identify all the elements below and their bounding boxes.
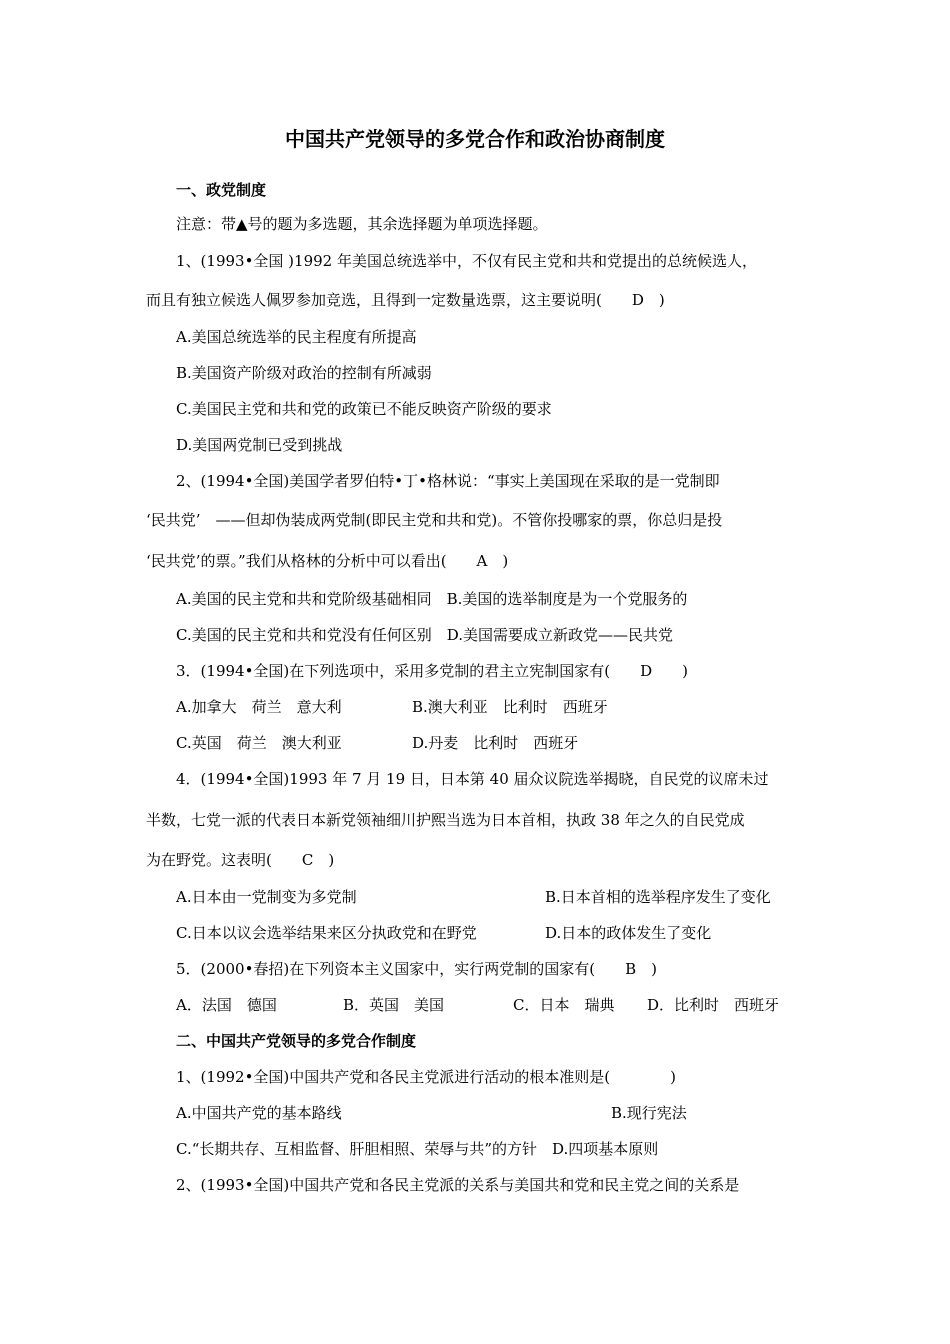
note-text: 注意：带▲号的题为多选题，其余选择题为单项选择题。: [176, 215, 548, 233]
question-4-line-3: 为在野党。这表明( C ): [146, 851, 335, 869]
question-4-option-d: D.日本的政体发生了变化: [545, 924, 712, 942]
question-3-option-d: D.丹麦 比利时 西班牙: [412, 734, 579, 752]
question-1-option-c: C.美国民主党和共和党的政策已不能反映资产阶级的要求: [176, 400, 552, 418]
question-5-line-1: 5．(2000•春招)在下列资本主义国家中，实行两党制的国家有( B ): [176, 960, 657, 978]
section-heading-2: 二、中国共产党领导的多党合作制度: [176, 1032, 417, 1050]
section-2-question-2-line-1: 2、(1993•全国)中国共产党和各民主党派的关系与美国共和党和民主党之间的关系是: [176, 1176, 740, 1194]
question-3-option-b: B.澳大利亚 比利时 西班牙: [412, 698, 608, 716]
question-2-line-1: 2、(1994•全国)美国学者罗伯特•丁•格林说：“事实上美国现在采取的是一党制即: [176, 472, 720, 490]
question-1-option-a: A.美国总统选举的民主程度有所提高: [176, 328, 417, 346]
question-5-option-b: B．英国 美国: [343, 996, 445, 1014]
section-2-question-1-option-b: B.现行宪法: [611, 1104, 687, 1122]
question-4-option-a: A.日本由一党制变为多党制: [176, 888, 357, 906]
question-2-line-2: ‘民共党’ ——但却伪装成两党制(即民主党和共和党)。不管你投哪家的票，你总归是投: [146, 511, 723, 529]
question-1-line-2: 而且有独立候选人佩罗参加竞选，且得到一定数量选票，这主要说明( D ): [146, 291, 665, 309]
question-4-option-c: C.日本以议会选举结果来区分执政党和在野党: [176, 924, 477, 942]
question-1-option-b: B.美国资产阶级对政治的控制有所减弱: [176, 364, 432, 382]
question-3-line-1: 3．(1994•全国)在下列选项中，采用多党制的君主立宪制国家有( D ): [176, 662, 689, 680]
question-2-options-ab: A.美国的民主党和共和党阶级基础相同 B.美国的选举制度是为一个党服务的: [176, 590, 688, 608]
question-5-option-c: C．日本 瑞典: [513, 996, 615, 1014]
question-1-line-1: 1、(1993•全国 )1992 年美国总统选举中，不仅有民主党和共和党提出的总统候选人，: [176, 252, 757, 270]
question-4-line-1: 4．(1994•全国)1993 年 7 月 19 日，日本第 40 届众议院选举揭晓，自民党的议席未过: [176, 770, 769, 788]
section-heading-1: 一、政党制度: [176, 181, 267, 199]
question-2-options-cd: C.美国的民主党和共和党没有任何区别 D.美国需要成立新政党——民共党: [176, 626, 673, 644]
question-4-line-2: 半数，七党一派的代表日本新党领袖细川护熙当选为日本首相，执政 38 年之久的自民党成: [146, 811, 745, 829]
question-4-option-b: B.日本首相的选举程序发生了变化: [545, 888, 771, 906]
page-title: 中国共产党领导的多党合作和政治协商制度: [285, 127, 665, 151]
question-5-option-d: D．比利时 西班牙: [647, 996, 780, 1014]
section-2-question-1-line-1: 1、(1992•全国)中国共产党和各民主党派进行活动的根本准则是( ): [176, 1068, 676, 1086]
question-3-option-a: A.加拿大 荷兰 意大利: [176, 698, 342, 716]
question-3-option-c: C.英国 荷兰 澳大利亚: [176, 734, 342, 752]
question-5-option-a: A．法国 德国: [176, 996, 277, 1014]
section-2-question-1-options-cd: C.“长期共存、互相监督、肝胆相照、荣辱与共”的方针 D.四项基本原则: [176, 1140, 659, 1158]
question-2-line-3: ‘民共党’的票。”我们从格林的分析中可以看出( A ): [146, 552, 509, 570]
question-1-option-d: D.美国两党制已受到挑战: [176, 436, 343, 454]
section-2-question-1-option-a: A.中国共产党的基本路线: [176, 1104, 342, 1122]
